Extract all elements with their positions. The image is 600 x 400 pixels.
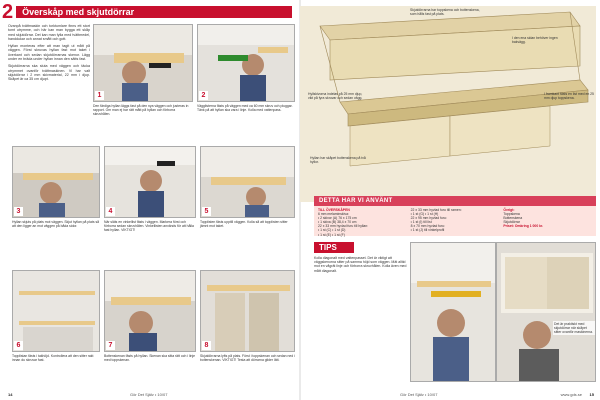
photo-number: 3 xyxy=(14,207,23,216)
materials-price: Priset: Omkring 1 000 kr. xyxy=(503,224,544,229)
step-photo-8 xyxy=(200,270,295,352)
materials-line: • 1 st (C) • 1 st (D) xyxy=(318,228,346,233)
materials-line: 6 mm melaminskiva: xyxy=(318,212,349,217)
materials-line: • 1 st (I) till list xyxy=(410,220,432,225)
photo-number: 6 xyxy=(14,341,23,350)
diagram-label-edge: I framkant fästs en list med en 25 mm djup toppskena. xyxy=(544,92,594,101)
materials-column-3 xyxy=(503,208,592,237)
tip-photo-cabinet xyxy=(496,242,596,382)
materials-column-1 xyxy=(318,208,407,237)
step-photo-7 xyxy=(104,270,196,352)
photo-number: 8 xyxy=(202,341,211,350)
materials-line: Bottenskena xyxy=(503,216,523,221)
caption-2: Vägglisterna fästs på väggen med ca 60 mm skruv och pluggar. Tänk på att hyllan ska vara i linje. Kolla med vattenpass. xyxy=(197,104,293,113)
diagram-label-corner: I den ena sidan behöver ingen bakvägg. xyxy=(512,36,558,45)
page-number-right: 15 xyxy=(589,392,594,397)
photo-number: 2 xyxy=(199,91,208,100)
tips-text: Kolla diagonalt med vattenpasset. Det är viktigt att väggskenorna sitter på samma höjd som väggen. Mät alltid mot en vågrät linje och förborra skruvhålen. Kolla även med mått diagonalt. xyxy=(314,256,407,273)
tip-photo-caption: Det är praktiskt med skjutdörrar när skåpet sitter ovanför maskinerna. xyxy=(554,322,594,335)
caption-5: Topplisten fästs upptill väggen. Kolla så att topplisten sitter jämnt mot taket. xyxy=(200,220,288,229)
materials-line: • 1 st (J) till vinkelprofil xyxy=(410,228,445,233)
materials-line: 22 x 33 mm hyvlad furu till hyllan: xyxy=(318,224,369,229)
footer-right: Gör Det Själv • 10/07 xyxy=(400,392,438,397)
materials-box xyxy=(314,196,596,236)
tip-photo-level xyxy=(410,242,496,382)
step-photo-6 xyxy=(12,270,100,352)
caption-7: Bottenskenan fästs på hyllan. Skenan ska sitta rätt och i linje med toppskenan. xyxy=(104,354,196,363)
tips-header: TIPS xyxy=(314,242,354,253)
caption-4: När släts en vinkellist fästs i väggen. Markera först och förborra sedan skruvhålen. Vinkellisten används för att hålla fast hyllan. VIKTIGT! xyxy=(104,220,194,233)
materials-line: 22 x 33 mm hyvlad furu till ramen: xyxy=(410,208,462,212)
materials-line: Skjutdörrar xyxy=(503,220,520,225)
diagram-label-rail: Skjutdörrarna har toppskena och bottenskena, som hålls fast på plats. xyxy=(410,8,480,17)
intro-para: Ovanpå tvättmaskin och torktumlare finns ett stort tomt utrymme, och här kan man bygga ett skåp med skjutdörrar. Det kan man fylla med tvättmedel, handdukar och annat smått och gott. xyxy=(8,24,90,41)
caption-3: Hyllan skjuts på plats mot väggen. Skjut hyllan på plats så att den ligger an mot väggen på båda sidor. xyxy=(12,220,100,229)
photo-number: 7 xyxy=(106,341,115,350)
step-photo-3 xyxy=(12,146,100,218)
materials-header: DETTA HAR VI ANVÄNT xyxy=(314,196,596,206)
materials-line: • 1 st (G) • 1 st (H) xyxy=(410,212,439,217)
materials-line: • 1 skiva (B) 38,4 x 70 cm xyxy=(318,220,357,225)
caption-1: Den färdiga hyllan läggs fast på den nya väggen och justeras in rapport. Om man ej har rätt mått på hyllan och förborra skruvhålen. xyxy=(93,104,189,117)
step-photo-2 xyxy=(197,24,295,102)
photo-number: 5 xyxy=(202,207,211,216)
materials-line: 8 x 70 mm hyvlad furu: xyxy=(410,224,445,229)
cabinet-diagram xyxy=(300,6,596,202)
section-title xyxy=(2,1,292,23)
materials-subtitle: Övrigt: xyxy=(503,208,515,212)
caption-8: Skjutdörrarna lyfts på plats. Först i toppskenan och sedan ned i bottenskenan. VIKTIGT! Testa att dörrarna glider lätt. xyxy=(200,354,295,363)
photo-number: 4 xyxy=(106,207,115,216)
step-photo-5 xyxy=(200,146,295,218)
section-number: 2 xyxy=(2,1,14,23)
materials-column-2 xyxy=(411,208,500,237)
website: www.gds.se xyxy=(560,392,582,397)
caption-6: Topplistan fästs i takhöjd. Kontrollera att den sitter rakt innan du skruvar fast. xyxy=(12,354,94,363)
footer-left: Gör Det Själv • 10/07 xyxy=(130,392,168,397)
intro-para: Skjutdörrarna ska sluta med väggen och täcka utrymmet ovanför tvättmaskinen. Vi har valt skjutdörrar i 2 mm skivmaterial, 22 mm i djup. Skåpet är ca 35 cm djupt. xyxy=(8,64,90,82)
diagram-label-shelf: Hyllskivorna indelas på 25 mm djup, vikt på fyra skruvar och sedan vägg. xyxy=(308,92,363,101)
materials-subtitle: TILL ÖVERSKÅPEN xyxy=(318,208,350,212)
step-photo-1 xyxy=(93,24,193,102)
section-title-text: Överskåp med skjutdörrar xyxy=(16,6,292,18)
materials-line: • 2 skivor (A) 76 x 175 cm xyxy=(318,216,357,221)
materials-line: 22 x 95 mm hyvlad furu: xyxy=(410,216,447,221)
diagram-label-frame: Hyllan har skåpet bottenskena på två hyllor. xyxy=(310,156,366,165)
page-number-left: 14 xyxy=(8,392,13,397)
materials-line: • 1 st (E) • 1 st (F) xyxy=(318,232,345,237)
photo-number: 1 xyxy=(95,91,104,100)
intro-para: Hyllan monteras efter att man tagit ut mått på väggen. Först skruvas hyllan fast mot taket i överkant och sedan skjutdörrarnas skenor. Lägg under en bräda under hyllan innan den sätts fast. xyxy=(8,44,90,62)
step-photo-4 xyxy=(104,146,196,218)
tips-box xyxy=(314,242,410,382)
intro-text xyxy=(8,24,90,85)
materials-line: Toppskena xyxy=(503,212,520,217)
